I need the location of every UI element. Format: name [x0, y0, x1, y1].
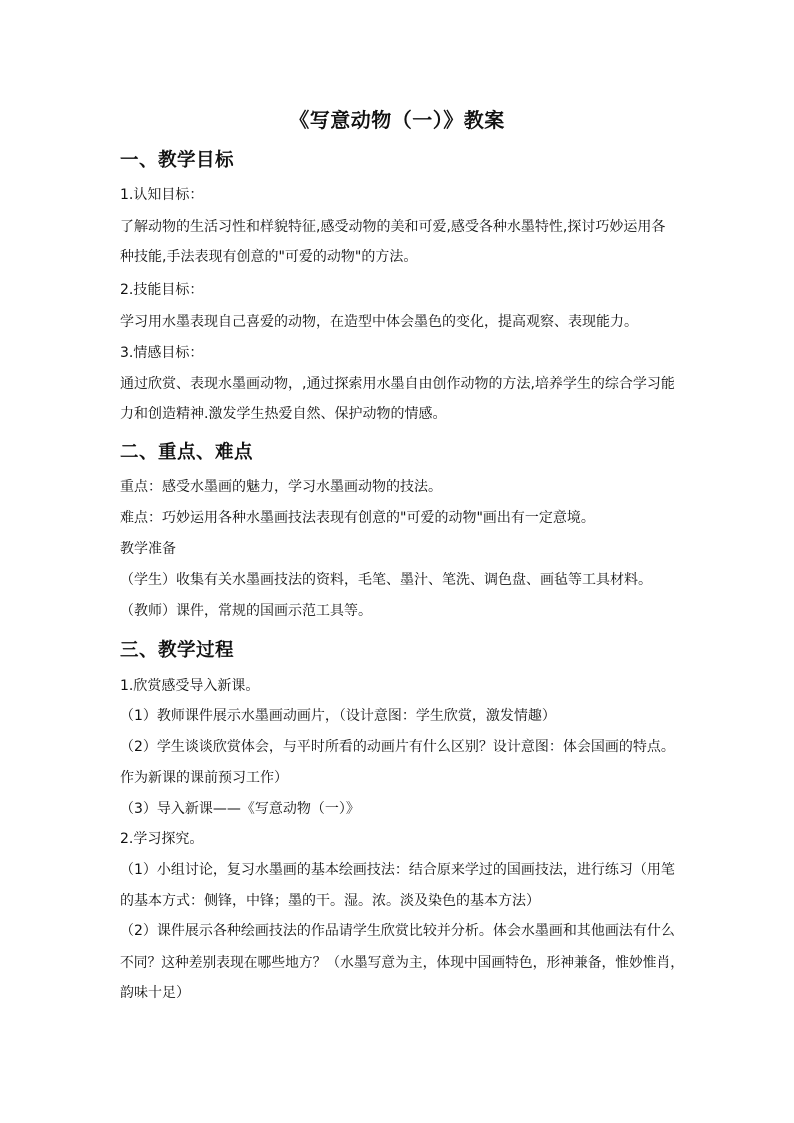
paragraph-line: 难点：巧妙运用各种水墨画技法表现有创意的"可爱的动物"画出有一定意境。 [120, 510, 595, 526]
paragraph-line: （2）学生谈谈欣赏体会，与平时所看的动画片有什么区别？设计意图：体会国画的特点。 [120, 739, 675, 755]
paragraph-line: 3.情感目标： [120, 345, 204, 361]
paragraph-line: 2.学习探究。 [120, 831, 204, 847]
section-heading-process: 三、教学过程 [120, 640, 235, 661]
document-title: 《写意动物（一）》教案 [289, 108, 505, 132]
paragraph-line: 不同？这种差别表现在哪些地方？（水墨写意为主，体现中国画特色，形神兼备，惟妙惟肖， [120, 955, 684, 971]
paragraph-line: 韵味十足） [120, 985, 190, 1001]
paragraph-line: （教师）课件，常规的国画示范工具等。 [120, 603, 372, 619]
section-heading-key-points: 二、重点、难点 [120, 442, 254, 463]
paragraph-line: 教学准备 [120, 541, 176, 557]
paragraph-line: 重点：感受水墨画的魅力，学习水墨画动物的技法。 [120, 479, 442, 495]
paragraph-line: 了解动物的生活习性和样貌特征,感受动物的美和可爱,感受各种水墨特性,探讨巧妙运用各 [120, 219, 666, 235]
paragraph-line: 作为新课的课前预习工作） [120, 770, 288, 786]
paragraph-line: （1）教师课件展示水墨画动画片，（设计意图：学生欣赏，激发情趣） [120, 708, 556, 724]
paragraph-line: 通过欣赏、表现水墨画动物，,通过探索用水墨自由创作动物的方法,培养学生的综合学习能 [120, 376, 675, 392]
paragraph-line: 力和创造精神.激发学生热爱自然、保护动物的情感。 [120, 406, 447, 422]
paragraph-line: 种技能,手法表现有创意的"可爱的动物"的方法。 [120, 249, 418, 265]
paragraph-line: 2.技能目标： [120, 282, 204, 298]
paragraph-line: （2）课件展示各种绘画技法的作品请学生欣赏比较并分析。体会水墨画和其他画法有什么 [120, 923, 675, 939]
paragraph-line: （学生）收集有关水墨画技法的资料，毛笔、墨汁、笔洗、调色盘、画毡等工具材料。 [120, 572, 652, 588]
section-heading-objectives: 一、教学目标 [120, 150, 235, 171]
paragraph-line: 的基本方式：侧锋，中锋；墨的干。湿。浓。淡及染色的基本方法） [120, 893, 540, 909]
paragraph-line: 学习用水墨表现自己喜爱的动物，在造型中体会墨色的变化，提高观察、表现能力。 [120, 314, 638, 330]
paragraph-line: （3）导入新课——《写意动物（一）》 [120, 801, 360, 817]
paragraph-line: （1）小组讨论，复习水墨画的基本绘画技法：结合原来学过的国画技法，进行练习（用笔 [120, 862, 675, 878]
paragraph-line: 1.欣赏感受导入新课。 [120, 678, 260, 694]
paragraph-line: 1.认知目标： [120, 187, 204, 203]
